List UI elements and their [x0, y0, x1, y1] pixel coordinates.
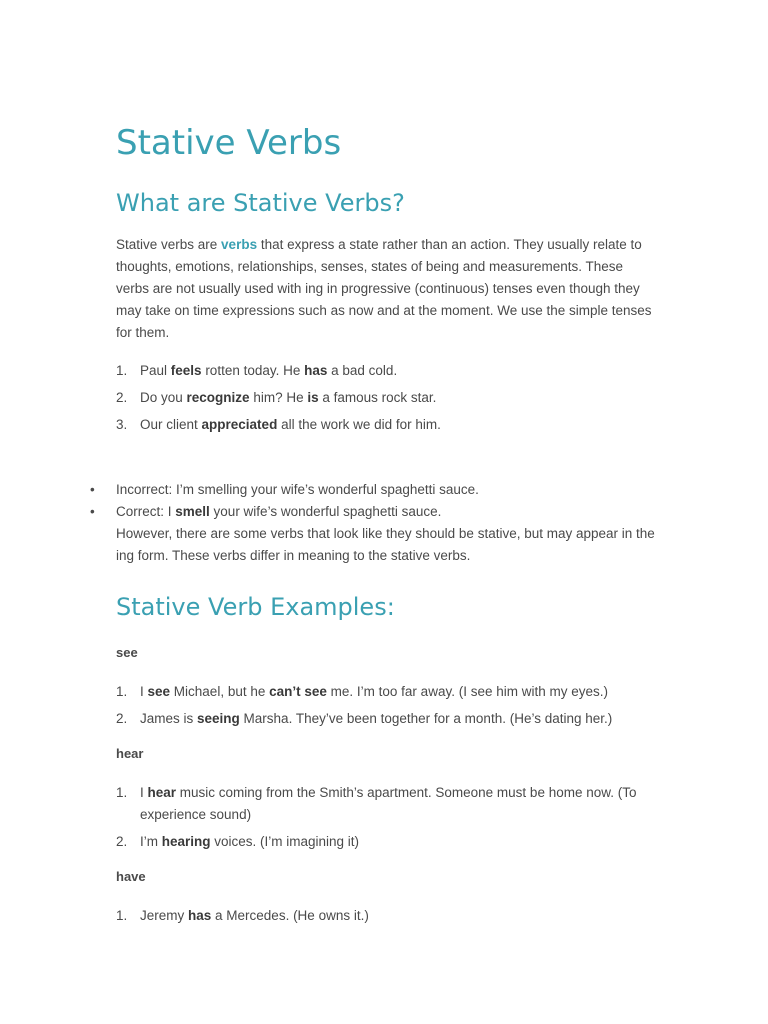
section-heading-what-are: What are Stative Verbs? — [116, 189, 405, 217]
list-text: I — [140, 684, 148, 699]
list-bold-verb: is — [307, 390, 319, 405]
list-item — [116, 681, 656, 703]
list-bold-verb: hearing — [161, 834, 211, 849]
list-item — [116, 782, 656, 826]
bullet-item — [90, 479, 656, 501]
list-bold-verb: has — [188, 908, 212, 923]
list-text: Paul — [140, 363, 171, 378]
list-item — [116, 387, 656, 409]
list-number: 1. — [116, 363, 128, 378]
list-text: Jeremy — [140, 908, 189, 923]
list-text: a famous rock star. — [318, 390, 437, 405]
list-bold-verb: feels — [170, 363, 202, 378]
list-number: 2. — [116, 390, 128, 405]
list-text: Do you — [140, 390, 187, 405]
list-text: I — [140, 785, 148, 800]
page-title: Stative Verbs — [116, 123, 342, 163]
list-item — [116, 360, 656, 382]
list-number: 1. — [116, 785, 128, 800]
list-item — [116, 831, 656, 853]
hear-examples-list — [116, 782, 656, 858]
list-text: rotten today. He — [201, 363, 305, 378]
list-bold-verb: recognize — [186, 390, 250, 405]
list-bold-verb: can’t see — [269, 684, 327, 699]
list-item — [116, 414, 656, 436]
verb-heading-see: see — [116, 645, 138, 660]
list-text: James is — [140, 711, 198, 726]
list-text: music coming from the Smith’s apartment. Someone must be home now. (To experience sound) — [140, 785, 637, 822]
list-text: Our client — [140, 417, 202, 432]
intro-text-end: that express a state rather than an action. They usually relate to thoughts, emotions, relationships, senses, states of being and measurements. These verbs are not usually used with ing in progressive (continuous) tenses even though they may take on time expressions such as now and at the moment. We use the simple tenses for them. — [116, 237, 652, 340]
bullet-text: Incorrect: I’m smelling your wife’s wonderful spaghetti sauce. — [116, 482, 479, 497]
see-examples-list — [116, 681, 656, 735]
list-text: all the work we did for him. — [277, 417, 441, 432]
list-number: 2. — [116, 711, 128, 726]
list-text: I’m — [140, 834, 162, 849]
stative-examples-list — [116, 360, 656, 441]
verbs-link[interactable]: verbs — [221, 237, 258, 252]
bullet-bold-verb: smell — [175, 504, 210, 519]
list-text: him? He — [249, 390, 308, 405]
bullet-text: your wife’s wonderful spaghetti sauce. — [209, 504, 442, 519]
list-text: Marsha. They’ve been together for a month. (He’s dating her.) — [239, 711, 613, 726]
list-number: 2. — [116, 834, 128, 849]
list-number: 1. — [116, 908, 128, 923]
however-paragraph: However, there are some verbs that look like they should be stative, but may appear in the ing form. These verbs differ in meaning to the stative verbs. — [116, 526, 655, 563]
list-text: a Mercedes. (He owns it.) — [211, 908, 369, 923]
list-item — [116, 905, 656, 927]
list-text: a bad cold. — [327, 363, 398, 378]
list-item — [116, 708, 656, 730]
have-examples-list — [116, 905, 656, 932]
section-heading-examples: Stative Verb Examples: — [116, 593, 395, 621]
list-text: voices. (I’m imagining it) — [210, 834, 360, 849]
list-bold-verb: appreciated — [201, 417, 278, 432]
verb-heading-hear: hear — [116, 746, 144, 761]
list-bold-verb: seeing — [197, 711, 240, 726]
intro-paragraph — [116, 234, 656, 344]
list-text: Michael, but he — [170, 684, 270, 699]
list-bold-verb: hear — [147, 785, 177, 800]
bullet-text: Correct: I — [116, 504, 176, 519]
verb-heading-have: have — [116, 869, 146, 884]
bullet-dot: • — [90, 482, 95, 497]
list-bold-verb: see — [147, 684, 171, 699]
list-number: 1. — [116, 684, 128, 699]
intro-text-start: Stative verbs are — [116, 237, 222, 252]
list-number: 3. — [116, 417, 128, 432]
bullet-item — [90, 501, 656, 523]
smell-bullet-list — [90, 479, 656, 523]
list-text: me. I’m too far away. (I see him with my eyes.) — [326, 684, 608, 699]
list-bold-verb: has — [304, 363, 328, 378]
bullet-dot: • — [90, 504, 95, 519]
